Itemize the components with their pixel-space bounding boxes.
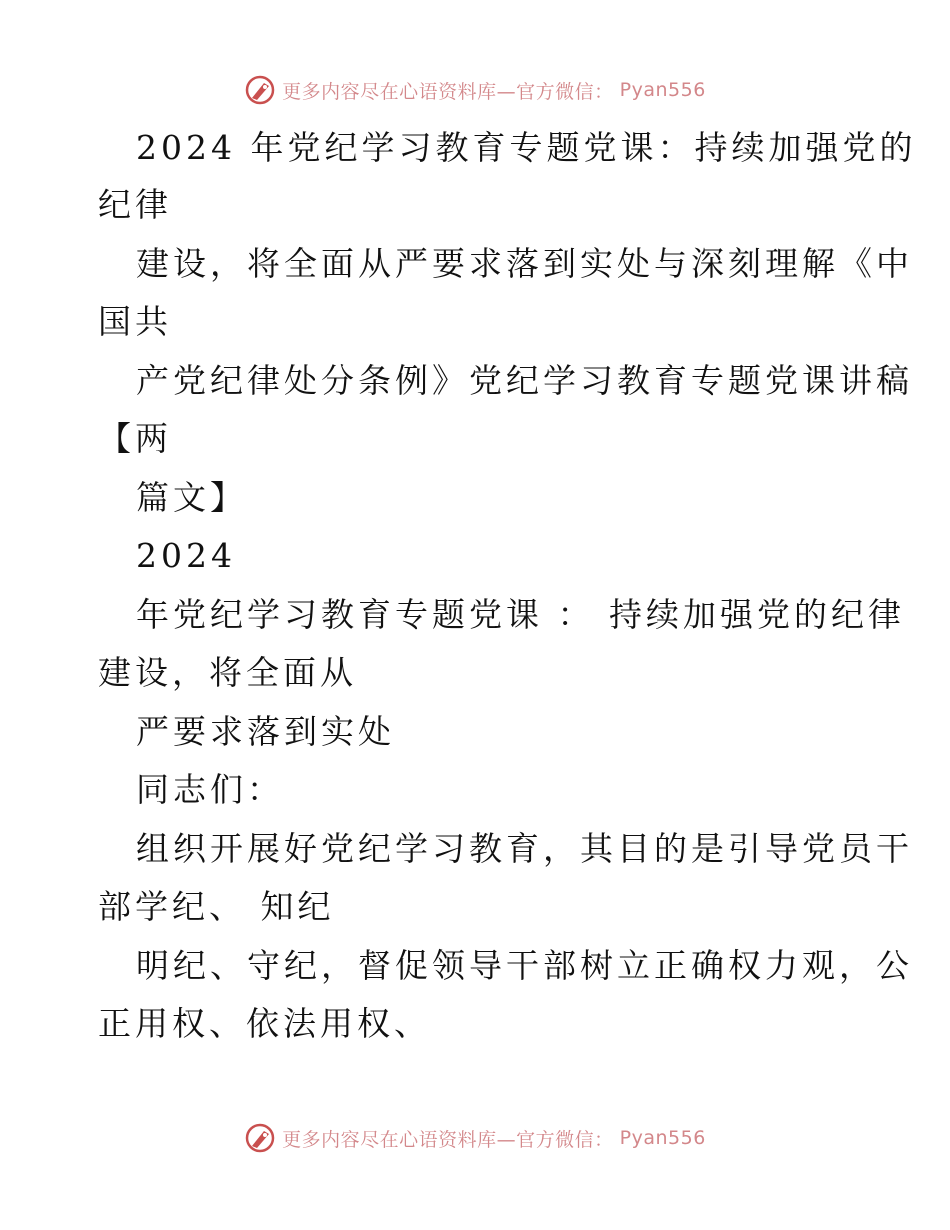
watermark-account: Pyan556 <box>619 79 706 101</box>
doc-line: 【两 <box>98 419 172 458</box>
doc-line: 严要求落到实处 <box>136 712 395 751</box>
watermark-account: Pyan556 <box>619 1127 706 1149</box>
doc-line: 建设，将全面从严要求落到实处与深刻理解《中 <box>136 244 913 283</box>
doc-line: 组织开展好党纪学习教育，其目的是引导党员干 <box>136 829 913 868</box>
watermark-label: 更多内容尽在心语资料库—官方微信： <box>282 80 614 103</box>
watermark-footer <box>0 1118 950 1158</box>
doc-line: 2024 年党纪学习教育专题党课：持续加强党的 <box>136 128 917 167</box>
doc-line: 建设，将全面从 <box>98 653 357 692</box>
pen-nib-logo-icon <box>244 1122 276 1154</box>
pen-nib-logo-icon <box>244 74 276 106</box>
doc-line: 篇文】 <box>136 478 247 517</box>
doc-line: 2024 <box>136 536 236 575</box>
doc-line: 纪律 <box>98 185 172 224</box>
doc-line: 国共 <box>98 302 172 341</box>
watermark-label: 更多内容尽在心语资料库—官方微信： <box>282 1128 614 1151</box>
watermark-header <box>0 70 950 110</box>
doc-line: 同志们： <box>136 770 284 809</box>
doc-line: 正用权、依法用权、 <box>98 1004 431 1043</box>
doc-line: 部学纪、 知纪 <box>98 887 335 926</box>
doc-line: 明纪、守纪，督促领导干部树立正确权力观，公 <box>136 946 913 985</box>
doc-line: 产党纪律处分条例》党纪学习教育专题党课讲稿 <box>136 361 913 400</box>
doc-line: 年党纪学习教育专题党课 ： 持续加强党的纪律 <box>136 595 905 634</box>
